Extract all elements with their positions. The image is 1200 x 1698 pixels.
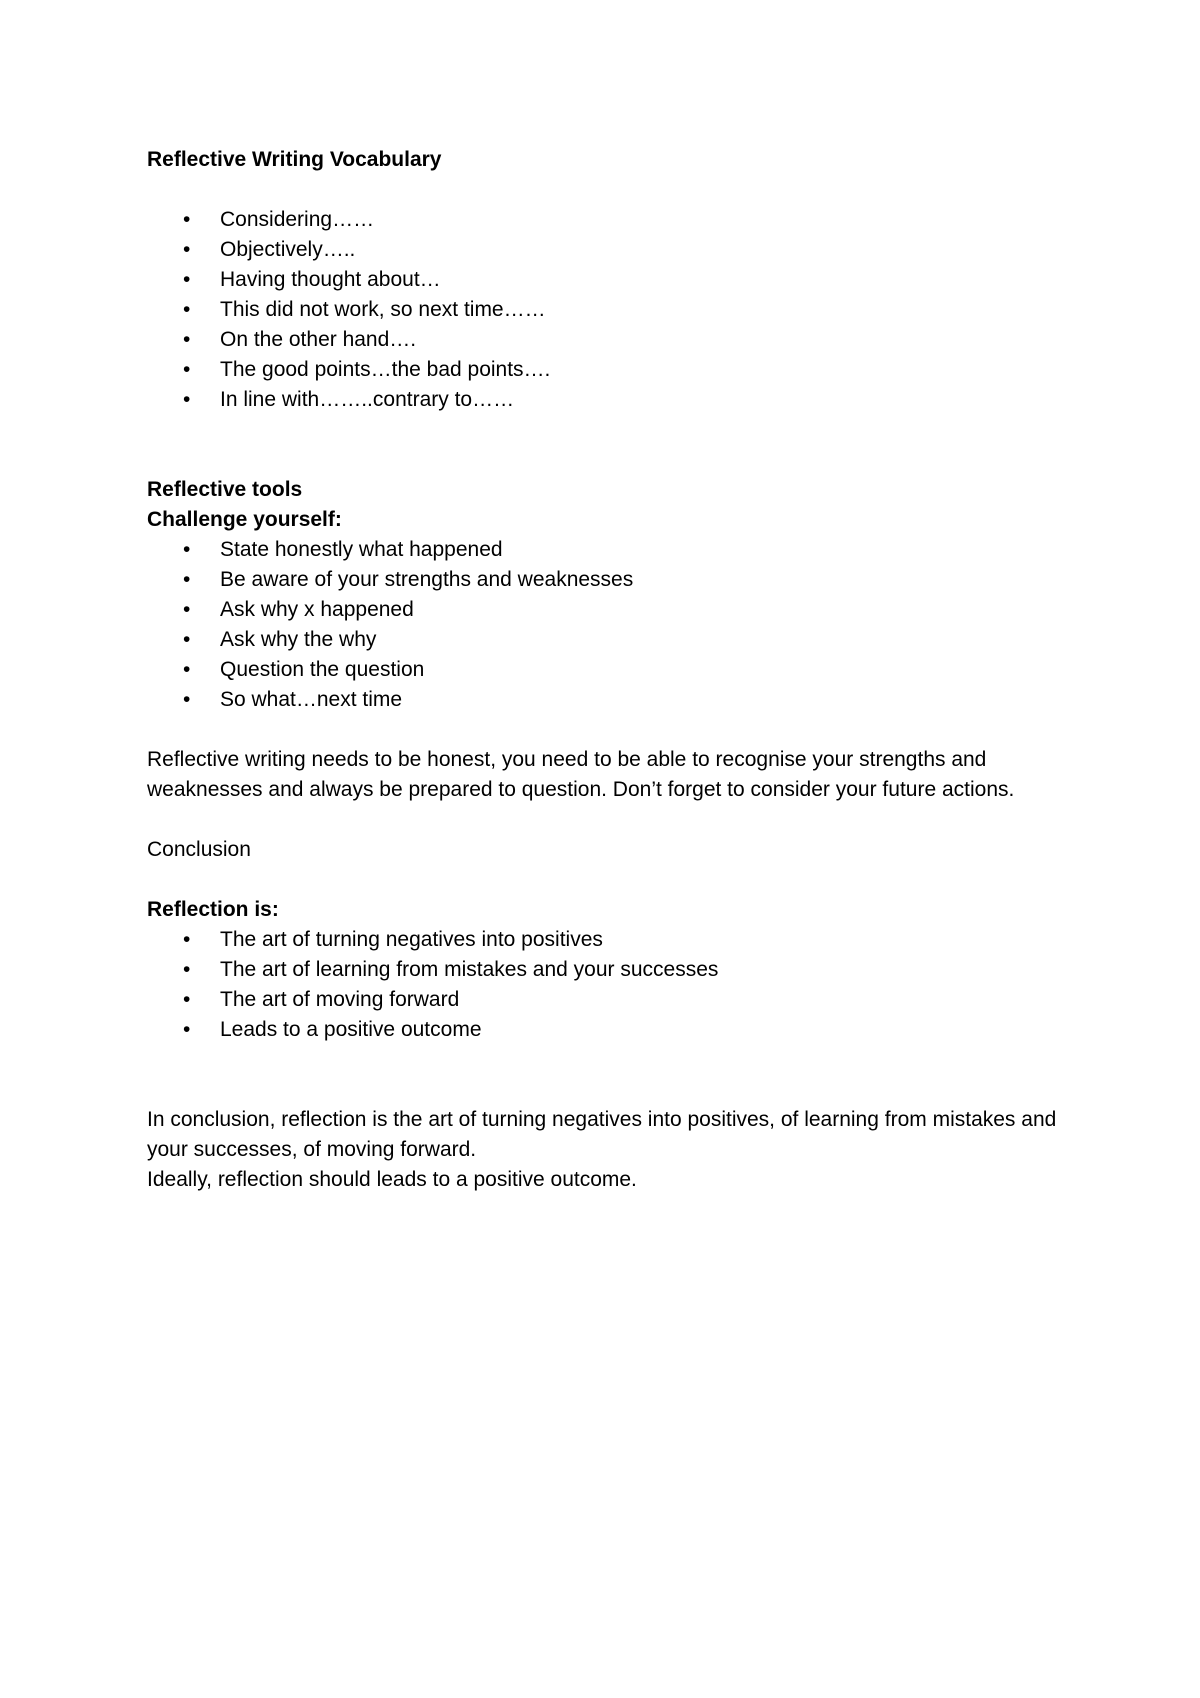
bullet-icon: • <box>183 958 191 981</box>
list-item <box>147 685 1067 715</box>
conclusion-heading: Conclusion <box>147 838 251 861</box>
vocabulary-list <box>147 205 1067 415</box>
vocabulary-heading: Reflective Writing Vocabulary <box>147 148 442 171</box>
bullet-icon: • <box>183 208 191 231</box>
list-item-text: The art of turning negatives into positives <box>220 928 603 951</box>
conclusion-paragraph-2: Ideally, reflection should leads to a positive outcome. <box>147 1168 637 1191</box>
list-item <box>147 355 1067 385</box>
list-item-text: The art of moving forward <box>220 988 460 1011</box>
list-item-text: So what…next time <box>220 688 403 711</box>
list-item-text: Objectively….. <box>220 238 356 261</box>
list-item-text: Leads to a positive outcome <box>220 1018 482 1041</box>
list-item-text: Considering…… <box>220 208 375 231</box>
list-item <box>147 655 1067 685</box>
conclusion-paragraph-1: In conclusion, reflection is the art of turning negatives into positives, of learning from mistakes and your successes, of moving forward. <box>147 1108 1057 1161</box>
list-item-text: The good points…the bad points…. <box>220 358 551 381</box>
list-item <box>147 565 1067 595</box>
bullet-icon: • <box>183 358 191 381</box>
bullet-icon: • <box>183 568 191 591</box>
list-item <box>147 985 1067 1015</box>
bullet-icon: • <box>183 628 191 651</box>
list-item-text: The art of learning from mistakes and your successes <box>220 958 719 981</box>
list-item <box>147 295 1067 325</box>
list-item <box>147 265 1067 295</box>
bullet-icon: • <box>183 298 191 321</box>
spacer <box>147 805 1067 835</box>
list-item <box>147 1015 1067 1045</box>
tools-subheading: Challenge yourself: <box>147 508 342 531</box>
list-item <box>147 925 1067 955</box>
list-item-text: Ask why x happened <box>220 598 414 621</box>
list-item <box>147 595 1067 625</box>
list-item-text: Question the question <box>220 658 425 681</box>
bullet-icon: • <box>183 1018 191 1041</box>
list-item-text: State honestly what happened <box>220 538 503 561</box>
list-item <box>147 205 1067 235</box>
spacer <box>147 865 1067 895</box>
list-item <box>147 325 1067 355</box>
tools-list <box>147 535 1067 715</box>
list-item-text: This did not work, so next time…… <box>220 298 546 321</box>
bullet-icon: • <box>183 658 191 681</box>
list-item-text: Be aware of your strengths and weaknesses <box>220 568 634 591</box>
list-item <box>147 955 1067 985</box>
list-item-text: Ask why the why <box>220 628 377 651</box>
bullet-icon: • <box>183 598 191 621</box>
tools-heading: Reflective tools <box>147 478 303 501</box>
bullet-icon: • <box>183 688 191 711</box>
tools-paragraph: Reflective writing needs to be honest, you need to be able to recognise your strengths and weaknesses and always be prepared to question. Don’t forget to consider your future actions. <box>147 748 1015 801</box>
conclusion-subheading: Reflection is: <box>147 898 279 921</box>
spacer <box>147 415 1067 475</box>
bullet-icon: • <box>183 988 191 1011</box>
list-item <box>147 235 1067 265</box>
list-item <box>147 625 1067 655</box>
list-item-text: In line with……..contrary to…… <box>220 388 515 411</box>
list-item <box>147 385 1067 415</box>
list-item-text: Having thought about… <box>220 268 441 291</box>
conclusion-list <box>147 925 1067 1045</box>
bullet-icon: • <box>183 928 191 951</box>
bullet-icon: • <box>183 388 191 411</box>
list-item-text: On the other hand…. <box>220 328 417 351</box>
bullet-icon: • <box>183 268 191 291</box>
spacer <box>147 175 1067 205</box>
bullet-icon: • <box>183 538 191 561</box>
spacer <box>147 715 1067 745</box>
document-page <box>147 145 1067 1195</box>
bullet-icon: • <box>183 238 191 261</box>
list-item <box>147 535 1067 565</box>
spacer <box>147 1045 1067 1105</box>
bullet-icon: • <box>183 328 191 351</box>
